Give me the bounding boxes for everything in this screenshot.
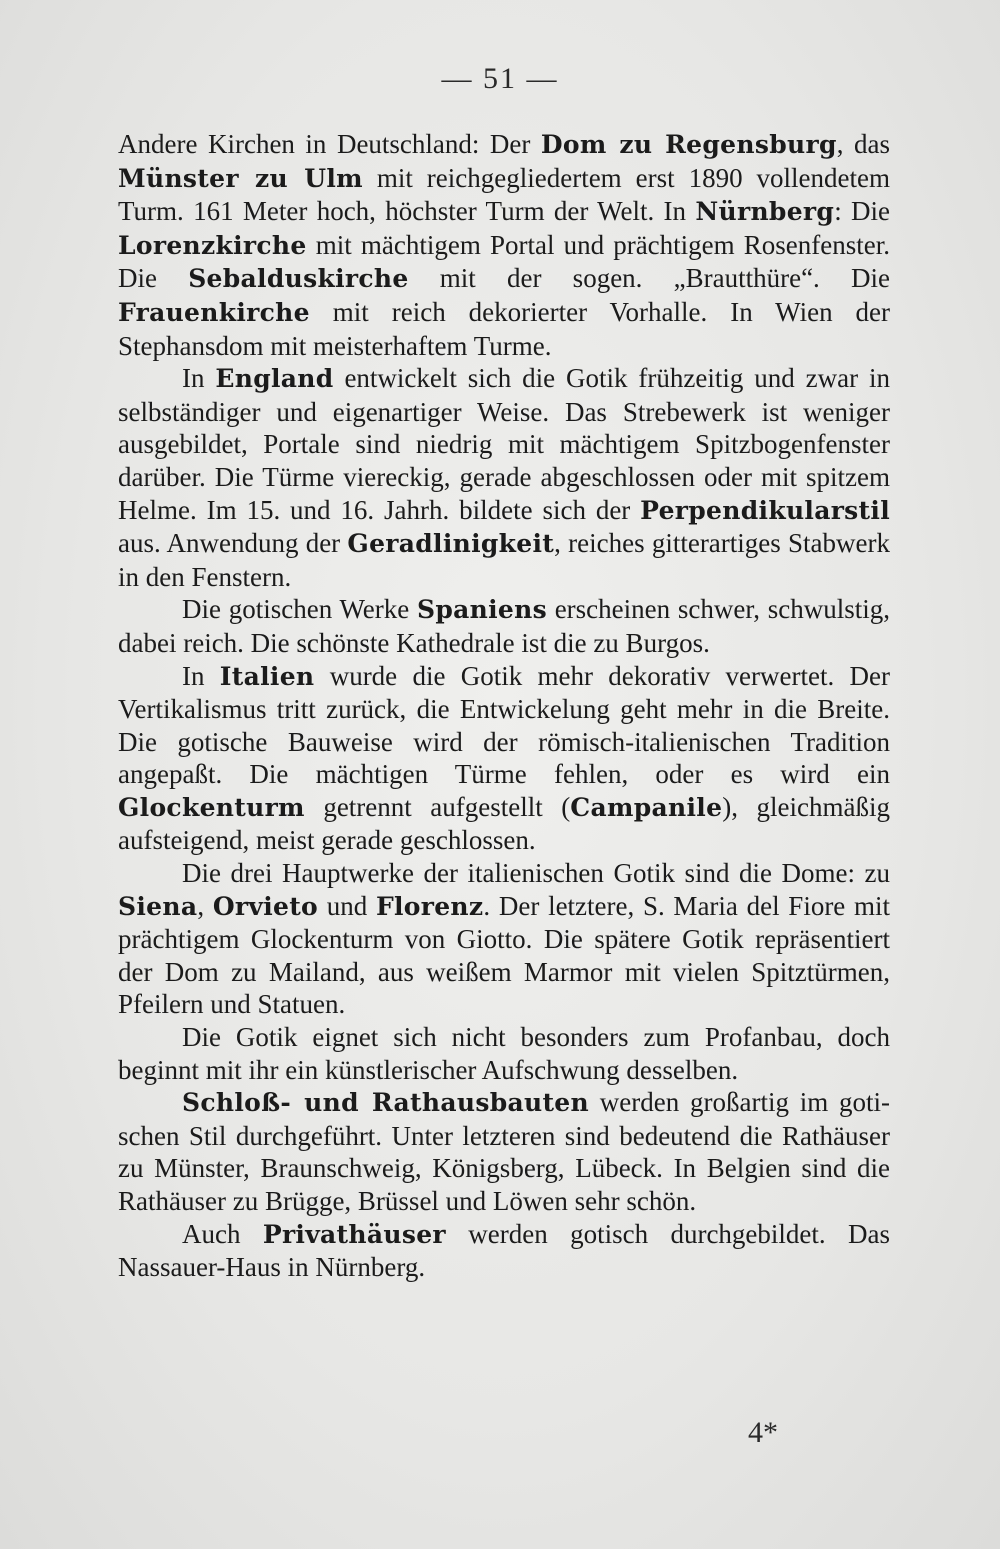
text-run: Die Gotik eignet sich nicht besonders zum Profanbau, doch beginnt mit ihr ein künstlerischer Aufschwung desselben. xyxy=(118,1022,890,1085)
text-run: wurde die Gotik mehr dekorativ verwertet. Der Vertikalismus tritt zurück, die Entwickelung geht mehr in die Breite. Die gotische Bauweise wird der römisch-italienischen Tradition angepaßt. Die mächtigen Türme fehlen, oder es wird ein xyxy=(118,660,890,790)
text-run: aus. Anwendung der xyxy=(118,528,348,559)
paragraph xyxy=(118,1086,890,1217)
emphasized-term: Dom zu Regensburg xyxy=(540,130,837,159)
emphasized-term: Privathäuser xyxy=(262,1219,446,1249)
text-run: getrennt aufgestellt ( xyxy=(304,791,571,822)
text-run: . Der letztere, S. Maria del Fiore mit prächtigem Glockenturm von Giotto. Die spätere Gotik repräsentiert der Dom zu Mailand, aus weißem Marmor mit vielen Spitztürmen, Pfeilern und Statuen. xyxy=(118,890,891,1020)
text-run: Auch xyxy=(182,1218,263,1249)
text-run: mit reich dekorierter Vorhalle. In Wien der Stephansdom mit meisterhaftem Turme. xyxy=(118,296,890,361)
text-run: Andere Kirchen in Deutschland: Der xyxy=(118,129,541,159)
text-run: , das xyxy=(836,129,890,159)
emphasized-term: Frauenkirche xyxy=(118,297,310,327)
emphasized-term: Florenz xyxy=(375,891,484,921)
text-run: mit der sogen. „Brautthüre“. Die xyxy=(408,263,891,294)
paragraph xyxy=(118,1021,890,1086)
paragraph xyxy=(118,660,890,858)
printer-signature: 4* xyxy=(748,1416,778,1449)
body-text xyxy=(118,128,890,1284)
emphasized-term: Schloß- und Rathausbauten xyxy=(182,1088,589,1118)
paragraph xyxy=(118,1218,890,1284)
text-run: In xyxy=(182,363,216,394)
emphasized-term: Italien xyxy=(219,661,315,691)
text-run: und xyxy=(318,890,376,921)
text-run: , xyxy=(197,890,213,921)
text-run: Die gotischen Werke xyxy=(182,594,417,625)
emphasized-term: Sebalduskirche xyxy=(188,264,409,294)
text-run: mit reichgegliedertem erst 1890 vollendetem Turm. 161 Meter hoch, höchster Turm der Welt. In xyxy=(118,162,890,227)
text-run: mit mächtigem Portal und prächtigem Rosenfenster. Die xyxy=(118,229,890,294)
text-run: werden gotisch durchgebildet. Das Nassauer-Haus in Nürnberg. xyxy=(118,1218,891,1283)
paragraph xyxy=(118,362,890,593)
text-run: ), gleichmäßig aufsteigend, meist gerade geschlossen. xyxy=(118,791,890,856)
paragraph xyxy=(118,128,890,362)
text-run: , reiches gitterartiges Stabwerk in den Fenstern. xyxy=(118,528,890,592)
emphasized-term: Campanile xyxy=(570,792,723,822)
paragraph xyxy=(118,593,890,659)
emphasized-term: Geradlinigkeit xyxy=(347,529,555,559)
emphasized-term: Perpendikularstil xyxy=(640,495,890,525)
emphasized-term: England xyxy=(215,364,334,394)
emphasized-term: Glockenturm xyxy=(118,792,305,822)
emphasized-term: Siena xyxy=(118,891,198,921)
emphasized-term: Lorenzkirche xyxy=(118,230,307,260)
emphasized-term: Orvieto xyxy=(212,891,319,921)
page-number: — 51 — xyxy=(441,62,559,95)
paragraph xyxy=(118,857,890,1021)
text-run: erscheinen schwer, schwulstig, dabei reich. Die schönste Kathedrale ist die zu Burgos. xyxy=(118,594,890,658)
text-run: werden großartig im gotischen Stil durchgeführt. Unter letzteren sind bedeutend die Rathäuser zu Münster, Braunschweig, Königsberg, Lübeck. In Belgien sind die Rathäuser zu Brügge, Brüssel und Löwen sehr schön. xyxy=(118,1087,890,1216)
emphasized-term: Spaniens xyxy=(416,595,547,625)
emphasized-term: Nürnberg xyxy=(695,197,835,227)
text-run: In xyxy=(182,660,220,691)
text-run: entwickelt sich die Gotik frühzeitig und zwar in selbständiger und eigenartiger Weise. Das Strebewerk ist weniger ausgebildet, Portale sind niedrig mit mächtigem Spitzbogenfenster darüber. Die Türme viereckig, gerade abgeschlossen oder mit spitzem Helme. Im 15. und 16. Jahrh. bildete sich der xyxy=(118,363,890,525)
text-run: : Die xyxy=(834,196,890,227)
text-run: Die drei Hauptwerke der italienischen Gotik sind die Dome: zu xyxy=(182,858,890,889)
emphasized-term: Münster zu Ulm xyxy=(118,163,363,193)
